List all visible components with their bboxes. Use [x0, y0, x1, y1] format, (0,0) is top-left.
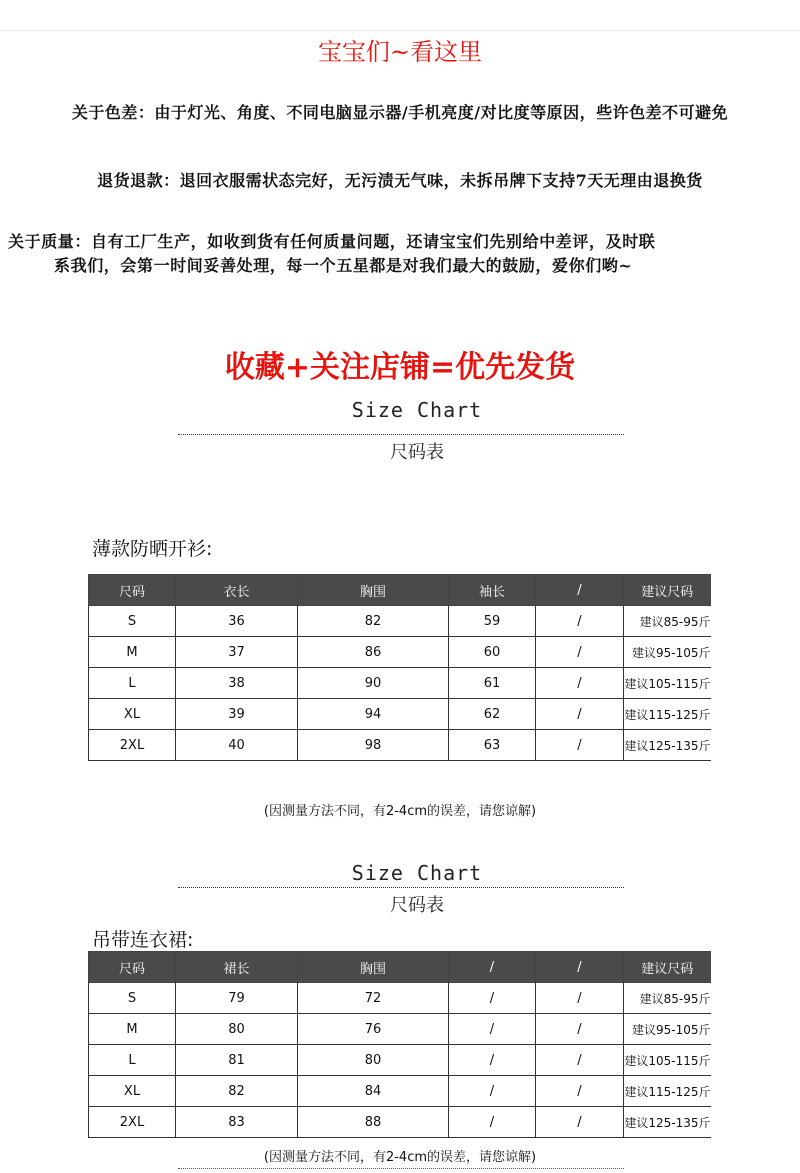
table-cell: M	[89, 1014, 176, 1045]
table-cell: 建议105-115斤	[624, 668, 711, 699]
table-cell: 81	[176, 1045, 298, 1076]
size-chart-subtitle: 尺码表	[390, 895, 444, 916]
table-row	[89, 1076, 711, 1107]
table-cell: 建议85-95斤	[624, 606, 711, 637]
dotted-divider	[178, 887, 624, 888]
table-cell: 98	[298, 730, 449, 761]
table-cell: 90	[298, 668, 449, 699]
table-cell: /	[536, 1107, 624, 1138]
column-header: 衣长	[176, 575, 298, 606]
table-cell: 84	[298, 1076, 449, 1107]
table-cell: /	[536, 1045, 624, 1076]
table-cell: /	[536, 606, 624, 637]
table-cell: 62	[449, 699, 536, 730]
promo-banner: 收藏+关注店铺=优先发货	[224, 350, 576, 385]
table-cell: 88	[298, 1107, 449, 1138]
table-row	[89, 637, 711, 668]
table-cell: S	[89, 983, 176, 1014]
measurement-footnote: (因测量方法不同，有2-4cm的误差，请您谅解)	[263, 1150, 537, 1165]
table-cell: 38	[176, 668, 298, 699]
table-cell: /	[536, 1076, 624, 1107]
table-cell: 建议95-105斤	[624, 637, 711, 668]
table-cell: 76	[298, 1014, 449, 1045]
table-row	[89, 1045, 711, 1076]
table-cell: /	[536, 983, 624, 1014]
table-cell: 80	[176, 1014, 298, 1045]
table-cell: 建议95-105斤	[624, 1014, 711, 1045]
table-cell: /	[449, 1014, 536, 1045]
column-header: 尺码	[89, 575, 176, 606]
table-cell: 36	[176, 606, 298, 637]
top-divider	[0, 30, 800, 31]
dotted-divider	[178, 434, 624, 435]
table-cell: /	[536, 1014, 624, 1045]
table-cell: 建议125-135斤	[624, 730, 711, 761]
table-cell: 63	[449, 730, 536, 761]
size-chart-label: Size Chart	[351, 861, 483, 885]
column-header: 袖长	[449, 575, 536, 606]
table-cell: 61	[449, 668, 536, 699]
column-header: 建议尺码	[624, 575, 711, 606]
table-cell: /	[536, 637, 624, 668]
table-row	[89, 699, 711, 730]
table-row	[89, 606, 711, 637]
return-notice: 退货退款：退回衣服需状态完好，无污渍无气味，未拆吊牌下支持7天无理由退换货	[97, 171, 703, 190]
table-cell: /	[536, 699, 624, 730]
size-chart-subtitle: 尺码表	[390, 442, 444, 463]
table-cell: 60	[449, 637, 536, 668]
column-header: /	[536, 575, 624, 606]
column-header: 建议尺码	[624, 952, 711, 983]
table-cell: 建议125-135斤	[624, 1107, 711, 1138]
table-cell: M	[89, 637, 176, 668]
column-header: 胸围	[298, 575, 449, 606]
table-row	[89, 1107, 711, 1138]
table-cell: XL	[89, 1076, 176, 1107]
table-cell: /	[536, 730, 624, 761]
size-table	[88, 951, 711, 1138]
table-cell: 40	[176, 730, 298, 761]
table-cell: 83	[176, 1107, 298, 1138]
table-row	[89, 668, 711, 699]
dotted-divider	[178, 1168, 624, 1169]
table-cell: L	[89, 1045, 176, 1076]
quality-notice-line-1: 关于质量：自有工厂生产，如收到货有任何质量问题，还请宝宝们先别给中差评，及时联	[8, 232, 656, 251]
table-cell: /	[449, 983, 536, 1014]
section-title: 吊带连衣裙:	[92, 929, 194, 951]
size-table	[88, 574, 711, 761]
table-cell: /	[449, 1045, 536, 1076]
table-cell: 建议115-125斤	[624, 699, 711, 730]
column-header: 裙长	[176, 952, 298, 983]
table-cell: 建议105-115斤	[624, 1045, 711, 1076]
size-chart-label: Size Chart	[351, 398, 483, 422]
column-header: 尺码	[89, 952, 176, 983]
table-header-row	[89, 952, 711, 983]
table-cell: 2XL	[89, 730, 176, 761]
table-cell: 79	[176, 983, 298, 1014]
measurement-footnote: (因测量方法不同，有2-4cm的误差，请您谅解)	[263, 804, 537, 819]
quality-notice-line-2: 系我们，会第一时间妥善处理，每一个五星都是对我们最大的鼓励，爱你们哟~	[54, 256, 633, 275]
table-cell: 86	[298, 637, 449, 668]
table-cell: 82	[176, 1076, 298, 1107]
table-cell: 82	[298, 606, 449, 637]
table-cell: 94	[298, 699, 449, 730]
column-header: /	[449, 952, 536, 983]
table-cell: /	[449, 1076, 536, 1107]
table-cell: 72	[298, 983, 449, 1014]
table-cell: 39	[176, 699, 298, 730]
table-cell: /	[449, 1107, 536, 1138]
table-cell: 建议85-95斤	[624, 983, 711, 1014]
table-cell: XL	[89, 699, 176, 730]
column-header: /	[536, 952, 624, 983]
table-cell: 2XL	[89, 1107, 176, 1138]
table-cell: 建议115-125斤	[624, 1076, 711, 1107]
main-title: 宝宝们~看这里	[317, 38, 483, 66]
table-cell: S	[89, 606, 176, 637]
color-notice: 关于色差：由于灯光、角度、不同电脑显示器/手机亮度/对比度等原因，些许色差不可避免	[71, 103, 729, 122]
table-cell: L	[89, 668, 176, 699]
table-cell: 37	[176, 637, 298, 668]
table-row	[89, 1014, 711, 1045]
section-title: 薄款防晒开衫:	[92, 538, 213, 560]
table-cell: 59	[449, 606, 536, 637]
table-header-row	[89, 575, 711, 606]
table-cell: /	[536, 668, 624, 699]
table-cell: 80	[298, 1045, 449, 1076]
column-header: 胸围	[298, 952, 449, 983]
table-row	[89, 730, 711, 761]
table-row	[89, 983, 711, 1014]
